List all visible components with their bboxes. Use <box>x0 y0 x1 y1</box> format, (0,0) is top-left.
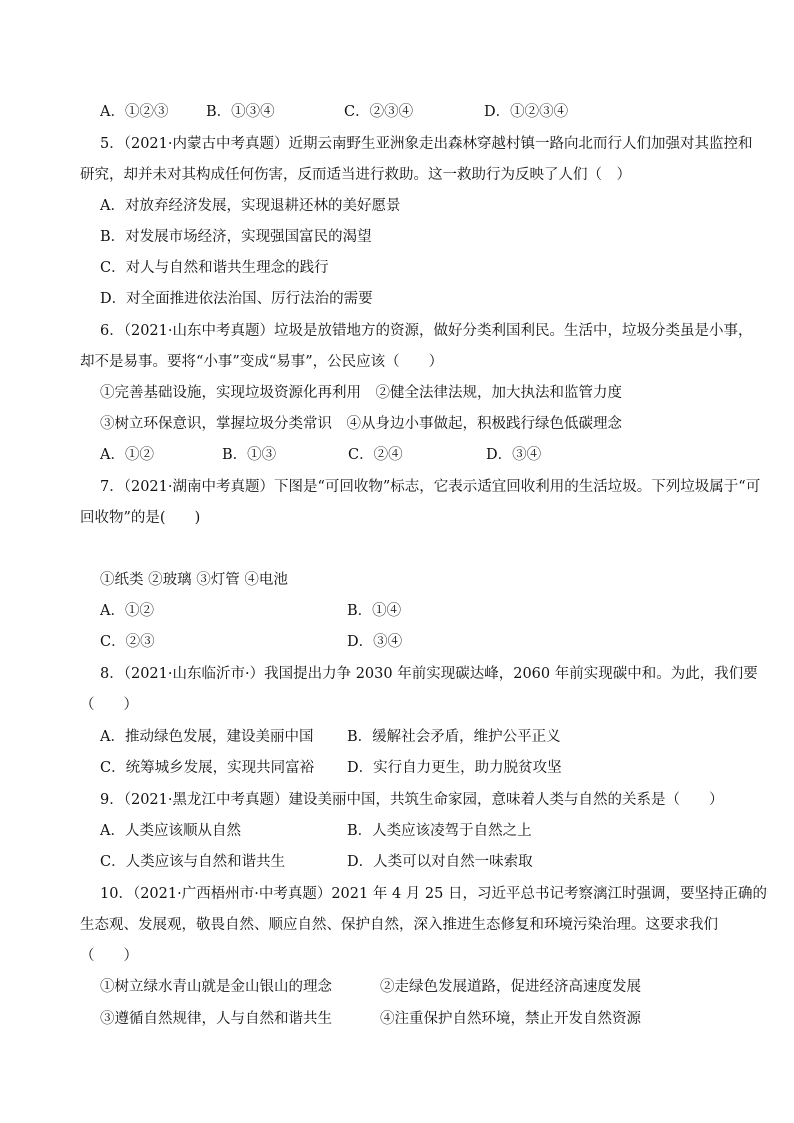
q6-option-a: A．①② <box>100 447 154 463</box>
q7-option-d: D．③④ <box>347 634 403 650</box>
q6-stem-line2: 却不是易事。要将“小事”变成“易事”，公民应该（ ） <box>80 354 444 370</box>
q5-option-b: B．对发展市场经济，实现强国富民的渴望 <box>100 229 372 245</box>
q4-option-c: C．②③④ <box>344 104 414 120</box>
q4-option-b: B．①③④ <box>206 104 275 120</box>
q10-item-4: ④注重保护自然环境，禁止开发自然资源 <box>380 1011 641 1027</box>
q10-item-3: ③遵循自然规律，人与自然和谐共生 <box>100 1011 332 1027</box>
q5-option-a: A．对放弃经济发展，实现退耕还林的美好愿景 <box>100 198 401 214</box>
q7-option-a: A．①② <box>100 603 154 619</box>
q10-item-2: ②走绿色发展道路，促进经济高速度发展 <box>380 979 641 995</box>
q5-stem-line2: 研究，却并未对其构成任何伤害，反而适当进行救助。这一救助行为反映了人们（ ） <box>80 167 631 183</box>
q8-option-c: C．统筹城乡发展，实现共同富裕 <box>100 760 315 776</box>
q5-option-d: D．对全面推进依法治国、厉行法治的需要 <box>100 291 373 307</box>
q10-stem-line2: 生态观、发展观，敬畏自然、顺应自然、保护自然，深入推进生态修复和环境污染治理。这要求我们 <box>80 917 718 933</box>
q8-stem-line1: 8．（2021·山东临沂市·）我国提出力争 2030 年前实现碳达峰，2060 年前实现碳中和。为此，我们要 <box>100 666 758 682</box>
q9-option-a: A．人类应该顺从自然 <box>100 823 241 839</box>
q5-stem-line1: 5．（2021·内蒙古中考真题）近期云南野生亚洲象走出森林穿越村镇一路向北而行人们加强对其监控和 <box>100 136 753 152</box>
q7-option-c: C．②③ <box>100 634 155 650</box>
q6-option-d: D．③④ <box>486 447 542 463</box>
q7-items: ①纸类 ②玻璃 ③灯管 ④电池 <box>100 572 288 588</box>
q8-stem-line2: （ ） <box>80 697 138 713</box>
q7-option-b: B．①④ <box>347 603 402 619</box>
q6-stem-line1: 6．（2021·山东中考真题）垃圾是放错地方的资源，做好分类利国利民。生活中，垃圾分类虽是小事， <box>100 323 753 339</box>
q8-option-b: B．缓解社会矛盾，维护公平正义 <box>347 729 561 745</box>
q10-item-1: ①树立绿水青山就是金山银山的理念 <box>100 979 332 995</box>
q10-stem-line1: 10．（2021·广西梧州市·中考真题）2021 年 4 月 25 日，习近平总书记考察漓江时强调，要坚持正确的 <box>100 886 767 902</box>
q5-option-c: C．对人与自然和谐共生理念的践行 <box>100 260 329 276</box>
q10-stem-line3: （ ） <box>80 948 138 964</box>
q8-option-d: D．实行自力更生，助力脱贫攻坚 <box>347 760 562 776</box>
q4-option-d: D．①②③④ <box>484 104 569 120</box>
q6-items-line1: ①完善基础设施，实现垃圾资源化再利用 ②健全法律法规，加大执法和监管力度 <box>100 385 622 401</box>
q7-stem-line2: 回收物”的是( ) <box>80 510 201 526</box>
q6-option-c: C．②④ <box>348 447 403 463</box>
q6-items-line2: ③树立环保意识，掌握垃圾分类常识 ④从身边小事做起，积极践行绿色低碳理念 <box>100 416 622 432</box>
q9-option-b: B．人类应该凌驾于自然之上 <box>347 823 532 839</box>
q9-option-d: D．人类可以对自然一味索取 <box>347 854 533 870</box>
q8-option-a: A．推动绿色发展，建设美丽中国 <box>100 729 314 745</box>
q9-option-c: C．人类应该与自然和谐共生 <box>100 854 286 870</box>
q9-stem-line1: 9．（2021·黑龙江中考真题）建设美丽中国，共筑生命家园，意味着人类与自然的关系是（ ） <box>100 792 724 808</box>
q6-option-b: B．①③ <box>222 447 277 463</box>
q4-option-a: A．①②③ <box>100 104 169 120</box>
q7-stem-line1: 7．（2021·湖南中考真题）下图是“可回收物”标志，它表示适宜回收利用的生活垃圾。下列垃圾属于“可 <box>100 479 761 495</box>
